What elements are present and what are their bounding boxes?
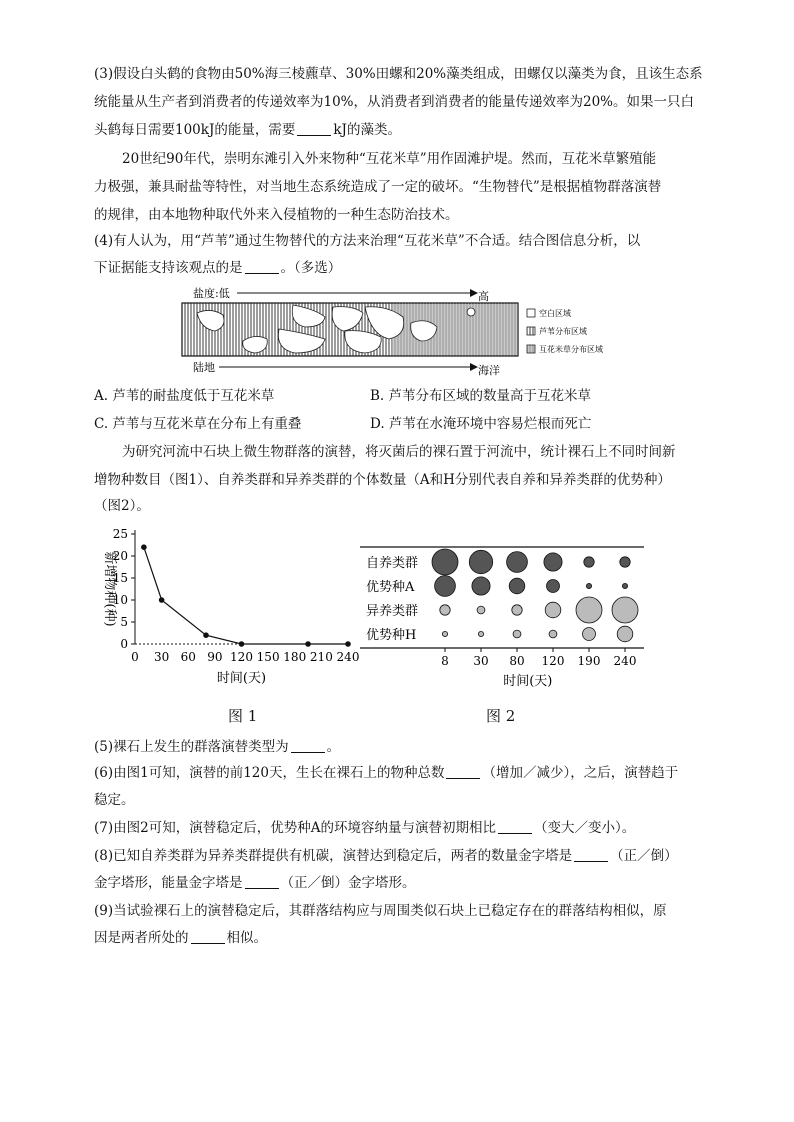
fig2-row-label: 优势种A — [366, 580, 415, 595]
fig1-y-axis-label: 新增物种(种) — [102, 551, 117, 627]
distribution-map-figure — [175, 283, 620, 379]
fig1-data-point — [305, 641, 311, 647]
fig2-bubble — [469, 550, 492, 573]
fig2-x-tick-label: 30 — [473, 654, 489, 668]
q7-text-a: (7)由图2可知，演替稳定后，优势种A的环境容纳量与演替初期相比 — [94, 820, 496, 836]
salinity-low-label: 盐度:低 — [193, 287, 230, 300]
fig2-x-tick-label: 120 — [541, 654, 565, 668]
q8-quantity-pyramid-blank[interactable] — [574, 847, 608, 862]
fig2-x-tick-label: 80 — [509, 654, 525, 668]
figure-2-bubble-chart — [360, 540, 660, 690]
option-d[interactable]: D. 芦苇在水淹环境中容易烂根而死亡 — [370, 416, 592, 432]
q4-line-1: (4)有人认为，用“芦苇”通过生物替代的方法来治理“互花米草”不合适。结合图信息分析，以 — [94, 233, 641, 249]
fig2-bubble — [584, 557, 594, 567]
fig1-x-tick-label: 180 — [283, 650, 307, 664]
fig2-bubble — [617, 626, 633, 642]
q5-line — [94, 737, 340, 757]
intro-line-1: 20世纪90年代，崇明东滩引入外来物种“互花米草”用作固滩护堤。然而，互花米草繁殖能 — [122, 151, 657, 167]
land-label: 陆地 — [193, 361, 215, 374]
q5-text-a: (5)裸石上发生的群落演替类型为 — [94, 739, 289, 755]
fig2-bubble — [442, 631, 447, 636]
q4-line-2 — [94, 258, 341, 278]
q8-line-2 — [94, 873, 416, 893]
legend-spartina-swatch — [527, 345, 535, 353]
fig2-bubble — [513, 630, 521, 638]
fig2-bubble — [440, 605, 450, 615]
fig2-bubble — [472, 577, 490, 595]
option-a[interactable]: A. 芦苇的耐盐度低于互花米草 — [94, 388, 275, 404]
legend-blank-label: 空白区域 — [539, 309, 571, 318]
fig2-bubble — [545, 602, 561, 618]
fig1-x-tick-label: 120 — [230, 650, 253, 664]
legend-reed-swatch — [527, 327, 535, 335]
fig2-bubble — [622, 583, 627, 588]
figure-1-line-chart — [90, 522, 370, 692]
fig1-y-tick-label: 5 — [120, 615, 128, 629]
q9-answer-blank[interactable] — [191, 929, 225, 944]
q6-text-a: (6)由图1可知，演替的前120天，生长在裸石上的物种总数 — [94, 765, 445, 781]
fig1-x-tick-label: 210 — [309, 650, 333, 664]
option-b[interactable]: B. 芦苇分布区域的数量高于互花米草 — [370, 388, 592, 404]
fig2-bubble — [576, 597, 602, 623]
fig2-bubble — [509, 578, 525, 594]
fig2-bubble — [583, 628, 596, 641]
fig2-x-axis-label: 时间(天) — [503, 674, 553, 689]
q4-text-b: 。（多选） — [280, 260, 342, 276]
fig2-row-label: 自养类群 — [366, 556, 419, 571]
fig1-x-tick-label: 150 — [256, 650, 280, 664]
intro-line-2: 力极强，兼具耐盐等特性，对当地生态系统造成了一定的破坏。“生物替代”是根据植物群落演替 — [94, 179, 662, 195]
fig1-data-point — [239, 641, 245, 647]
fig2-bubble — [507, 552, 528, 573]
ocean-label: 海洋 — [478, 364, 500, 377]
fig1-x-tick-label: 30 — [153, 650, 170, 664]
fig2-bubble — [512, 605, 522, 615]
q5-text-b: 。 — [326, 739, 341, 755]
map-area — [182, 303, 518, 356]
q6-text-b: （增加／减少），之后，演替趋于 — [482, 765, 679, 781]
fig1-y-tick-label: 0 — [120, 637, 128, 651]
fig1-x-axis-label: 时间(天) — [216, 671, 267, 686]
fig2-x-tick-label: 8 — [441, 654, 449, 668]
fig2-x-tick-label: 190 — [577, 654, 601, 668]
fig1-y-tick-label: 15 — [112, 571, 128, 585]
q5-answer-blank[interactable] — [291, 738, 325, 753]
figure-1-caption: 图 1 — [228, 707, 258, 725]
q8-line-1 — [94, 846, 678, 866]
fig1-data-point — [141, 544, 147, 550]
fig1-x-tick-label: 90 — [207, 650, 223, 664]
q3-text-a: 头鹤每日需要100kJ的能量，需要 — [94, 122, 296, 138]
q8-text-d: （正／倒）金字塔形。 — [280, 875, 416, 891]
q3-line-1: (3)假设白头鹤的食物由50%海三棱藨草、30%田螺和20%藻类组成，田螺仅以藻类为食，且该生态系 — [94, 66, 703, 82]
fig1-series-line — [144, 547, 348, 644]
q6-line-2: 稳定。 — [94, 792, 135, 808]
fig2-bubble — [547, 580, 560, 593]
fig2-bubble — [612, 597, 638, 623]
legend-reed-label: 芦苇分布区域 — [539, 327, 587, 336]
salinity-arrowhead — [470, 289, 478, 297]
fig1-y-tick-label: 20 — [112, 549, 128, 563]
q7-answer-blank[interactable] — [498, 819, 532, 834]
q3-text-b: kJ的藻类。 — [333, 122, 401, 138]
intro-line-3: 的规律，由本地物种取代外来入侵植物的一种生态防治技术。 — [94, 207, 459, 223]
fig2-marks — [360, 547, 644, 668]
fig1-marks — [141, 544, 351, 646]
legend-spartina-label: 互花米草分布区域 — [539, 345, 603, 354]
option-c[interactable]: C. 芦苇与互花米草在分布上有重叠 — [94, 416, 302, 432]
q3-answer-blank[interactable] — [297, 121, 331, 136]
fig2-bubble — [435, 576, 456, 597]
fig1-x-tick-label: 240 — [336, 650, 360, 664]
fig2-bubble — [620, 557, 630, 567]
q4-text-a: 下证据能支持该观点的是 — [94, 260, 243, 276]
q3-line-2: 统能量从生产者到消费者的传递效率为10%，从消费者到消费者的能量传递效率为20%。如果一只白 — [94, 94, 695, 110]
q7-text-b: （变大／变小）。 — [533, 820, 636, 836]
fig2-bubble — [478, 631, 483, 636]
experiment-line-1: 为研究河流中石块上微生物群落的演替，将灭菌后的裸石置于河流中，统计裸石上不同时间新 — [122, 444, 676, 460]
q8-energy-pyramid-blank[interactable] — [245, 874, 279, 889]
fig1-data-point — [203, 632, 209, 638]
q3-line-3 — [94, 120, 401, 140]
experiment-line-2: 增物种数目（图1）、自养类群和异养类群的个体数量（A和H分别代表自养和异养类群的优势种） — [94, 472, 671, 488]
experiment-line-3: （图2）。 — [94, 498, 150, 514]
q8-text-a: (8)已知自养类群为异养类群提供有机碳，演替达到稳定后，两者的数量金字塔是 — [94, 848, 573, 864]
fig2-bubble — [544, 553, 562, 571]
q7-line — [94, 818, 635, 838]
fig2-bubble — [477, 606, 485, 614]
salinity-high-label: 高 — [478, 290, 489, 303]
fig1-data-point — [345, 641, 351, 647]
land-ocean-arrowhead — [470, 363, 478, 371]
q4-answer-blank[interactable] — [245, 259, 279, 274]
q9-line-2 — [94, 928, 267, 948]
fig2-row-label: 优势种H — [366, 628, 417, 643]
fig1-x-tick-label: 0 — [131, 650, 139, 664]
q6-line-1 — [94, 763, 678, 783]
legend-blank-swatch — [527, 309, 535, 317]
q8-text-c: 金字塔形，能量金字塔是 — [94, 875, 243, 891]
q9-text-b: 相似。 — [226, 930, 267, 946]
fig1-y-tick-label: 25 — [112, 527, 128, 541]
q6-answer-blank[interactable] — [446, 764, 480, 779]
fig2-bubble — [586, 583, 591, 588]
q9-text-a: 因是两者所处的 — [94, 930, 189, 946]
figure-2-caption: 图 2 — [486, 707, 516, 725]
fig1-y-tick-label: 10 — [112, 593, 128, 607]
fig2-bubble — [549, 630, 557, 638]
fig2-x-tick-label: 240 — [613, 654, 637, 668]
fig2-row-label: 异养类群 — [366, 604, 419, 619]
fig2-bubble — [432, 549, 458, 575]
fig1-data-point — [159, 597, 165, 603]
q8-text-b: （正／倒） — [610, 848, 678, 864]
fig1-x-tick-label: 60 — [180, 650, 196, 664]
q9-line-1: (9)当试验裸石上的演替稳定后，其群落结构应与周围类似石块上已稳定存在的群落结构相似，原 — [94, 903, 667, 919]
